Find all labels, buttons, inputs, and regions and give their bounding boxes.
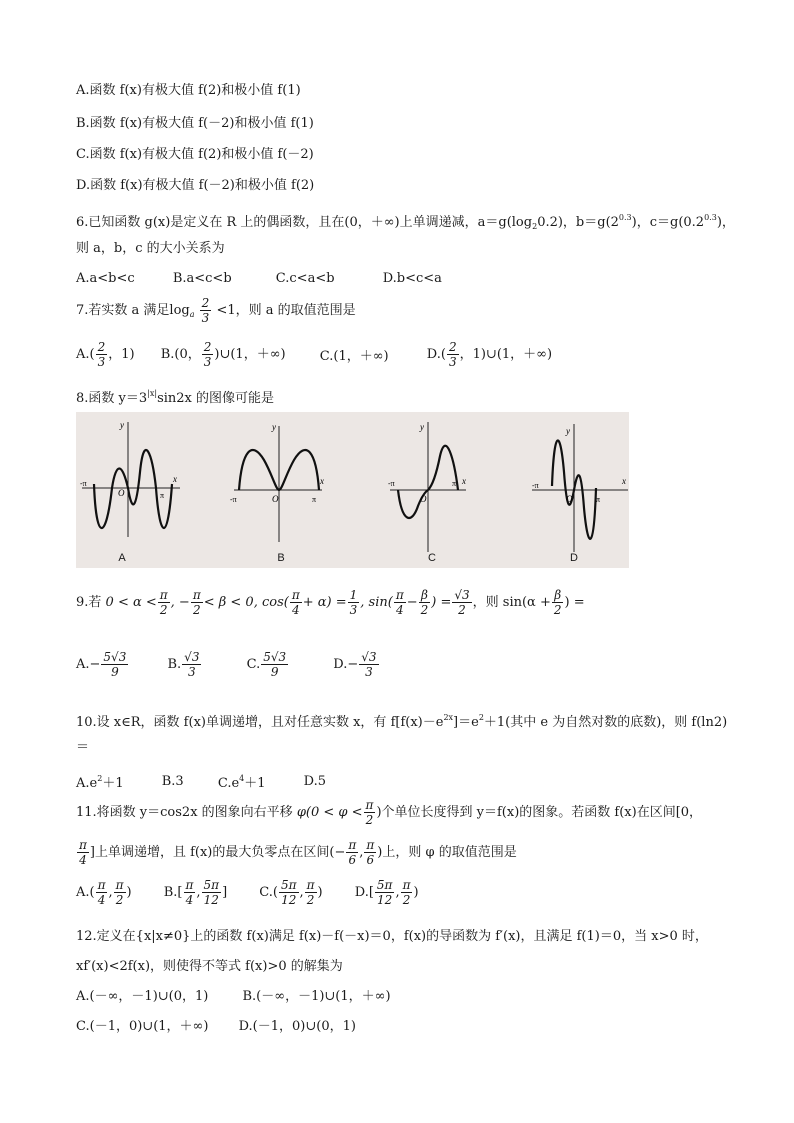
q9-option-d: D.− $\frac{√3}{3}$	[333, 650, 377, 679]
graph-b-origin: O	[272, 494, 279, 504]
q12-stem-line1: 12.定义在{x|x≠0}上的函数 f(x)满足 f(x)－f(－x)＝0，f(x)的导函数为 f′(x)，且满足 f(1)＝0，当 x>0 时，	[76, 929, 708, 944]
graph-c-x-label: x	[462, 476, 466, 486]
q12-options-row1	[76, 988, 419, 1007]
q6-option-b: B.a<c<b	[172, 271, 232, 286]
graph-a-pos-pi: π	[160, 491, 165, 500]
q11-stem: 11.将函数 y＝cos2x 的图象向右平移 φ(0 < φ < $\frac{\pi}{2}$ )个单位长度得到 y＝f(x)的图象。若函数 f(x)在区间[0，	[76, 798, 703, 827]
q9-option-c: C. $\frac{5√3}{9}$	[246, 650, 287, 679]
q9-stem: 9.若 0 < α < $\frac{\pi}{2}$ , − $\frac{\pi}{2}$ < β < 0, cos( $\frac{\pi}{4}$ + α) = $\frac{1}{3}$ , sin( $\frac{\pi}{4}$ − $\frac{\beta}{2}$ ) = $\frac{√3}{2}$ ，则 sin(α + $\frac{\beta}{2}$ ) =	[76, 588, 585, 617]
q11-option-c: C.( $\frac{5\pi}{12}$ , $\frac{\pi}{2}$ )	[259, 878, 323, 907]
q10-options	[76, 770, 354, 793]
graph-c-pos-pi: π	[452, 479, 457, 488]
q11-options	[76, 878, 447, 907]
q11-option-a: A.( $\frac{\pi}{4}$ , $\frac{\pi}{2}$ )	[76, 878, 132, 907]
q7-option-a: A.( $\frac{2}{3}$ ，1)	[76, 340, 135, 369]
q10-option-d: D.5	[303, 773, 327, 789]
q5-option-d: D.函数 f(x)有极大值 f(－2)和极小值 f(2)	[76, 178, 315, 193]
graph-a-y-label: y	[120, 420, 124, 430]
graph-d-neg-pi: -π	[532, 481, 539, 490]
q7-options	[76, 340, 580, 369]
q12-option-d: D.(－1，0)∪(0，1)	[238, 1019, 356, 1034]
q12-options-row2	[76, 1018, 384, 1037]
q6-options	[76, 270, 470, 289]
graph-a-neg-pi: -π	[80, 479, 87, 488]
q8-graph-options-figure	[76, 412, 629, 568]
graph-d-origin: O	[566, 494, 573, 504]
q10-stem: 10.设 x∈R，函数 f(x)单调递增，且对任意实数 x，有 $f[f(x)-e^{2x}]=e^2+1$(其中 e 为自然对数的底数)，则 f(ln2)	[76, 713, 728, 730]
q10-stem-line2: ＝	[76, 740, 90, 755]
q10-option-c: $C.e^4+1$	[217, 774, 266, 791]
q8-stem: 8.函数 $y=3^{|x|}\sin 2x$ 的图像可能是	[76, 389, 274, 406]
q6-option-c: C.c<a<b	[275, 271, 335, 286]
graph-b	[216, 412, 354, 568]
graph-a	[76, 412, 214, 568]
graph-a-label: A	[118, 552, 126, 564]
q7-option-b: B.(0， $\frac{2}{3}$ )∪(1，＋∞)	[160, 340, 286, 369]
graph-d-pos-pi: π	[596, 495, 601, 504]
q7-option-d: D.( $\frac{2}{3}$ ，1)∪(1，＋∞)	[426, 340, 553, 369]
q11-stem-line2: $\frac{\pi}{4}$ ]上单调递增，且 f(x)的最大负零点在区间(− $\frac{\pi}{6}$ , $\frac{\pi}{6}$ )上，则 φ 的取值范围是	[79, 838, 517, 867]
graph-d-x-label: x	[622, 476, 626, 486]
q7-option-c: C.(1，＋∞)	[319, 349, 389, 364]
graph-c-origin: O	[420, 494, 427, 504]
graph-d	[496, 412, 634, 568]
q6-stem: 6.已知函数 g(x)是定义在 R 上的偶函数，且在(0，＋∞)上单调递减，$a=g(\log_20.2)$，$b=g(2^{0.3})$，$c=g(0.2^{0.3})$，	[76, 213, 735, 231]
graph-b-pos-pi: π	[312, 495, 317, 504]
graph-c-label: C	[428, 552, 436, 564]
q5-option-b: B.函数 f(x)有极大值 f(－2)和极小值 f(1)	[76, 116, 314, 131]
q6-option-a: A.a<b<c	[76, 271, 135, 286]
q12-stem-line2: xf′(x)<2f(x)，则使得不等式 f(x)>0 的解集为	[76, 959, 343, 974]
q9-options	[76, 650, 408, 679]
graph-b-neg-pi: -π	[230, 495, 237, 504]
q10-option-a: $A.e^2+1$	[76, 774, 124, 791]
graph-b-x-label: x	[320, 476, 324, 486]
q12-option-a: A.(－∞，－1)∪(0，1)	[76, 989, 209, 1004]
graph-a-x-label: x	[173, 474, 177, 484]
graph-a-origin: O	[118, 488, 125, 498]
q11-option-b: B.[ $\frac{\pi}{4}$ , $\frac{5\pi}{12}$ ]	[163, 878, 228, 907]
q12-option-c: C.(－1，0)∪(1，＋∞)	[76, 1019, 209, 1034]
q11-option-d: D.[ $\frac{5\pi}{12}$ , $\frac{\pi}{2}$ )	[354, 878, 419, 907]
q5-option-c: C.函数 f(x)有极大值 f(2)和极小值 f(－2)	[76, 147, 314, 162]
q10-option-b: B.3	[161, 773, 184, 789]
q12-option-b: B.(－∞，－1)∪(1，＋∞)	[242, 989, 391, 1004]
q9-option-b: B. $\frac{√3}{3}$	[167, 650, 200, 679]
q7-stem: 7.若实数 a 满足$\log_a$ $\frac{2}{3}$ <1，则 a 的取值范围是	[76, 296, 356, 325]
q5-option-a: A.函数 f(x)有极大值 f(2)和极小值 f(1)	[76, 83, 301, 98]
graph-d-label: D	[570, 552, 578, 564]
graph-d-y-label: y	[566, 426, 570, 436]
q6-stem-line2: 则 a，b，c 的大小关系为	[76, 241, 225, 256]
graph-b-label: B	[277, 552, 285, 564]
graph-c-y-label: y	[420, 422, 424, 432]
graph-c	[362, 412, 500, 568]
q6-option-d: D.b<c<a	[382, 271, 442, 286]
graph-c-neg-pi: -π	[388, 479, 395, 488]
q9-option-a: A.− $\frac{5√3}{9}$	[76, 650, 127, 679]
graph-b-y-label: y	[272, 422, 276, 432]
